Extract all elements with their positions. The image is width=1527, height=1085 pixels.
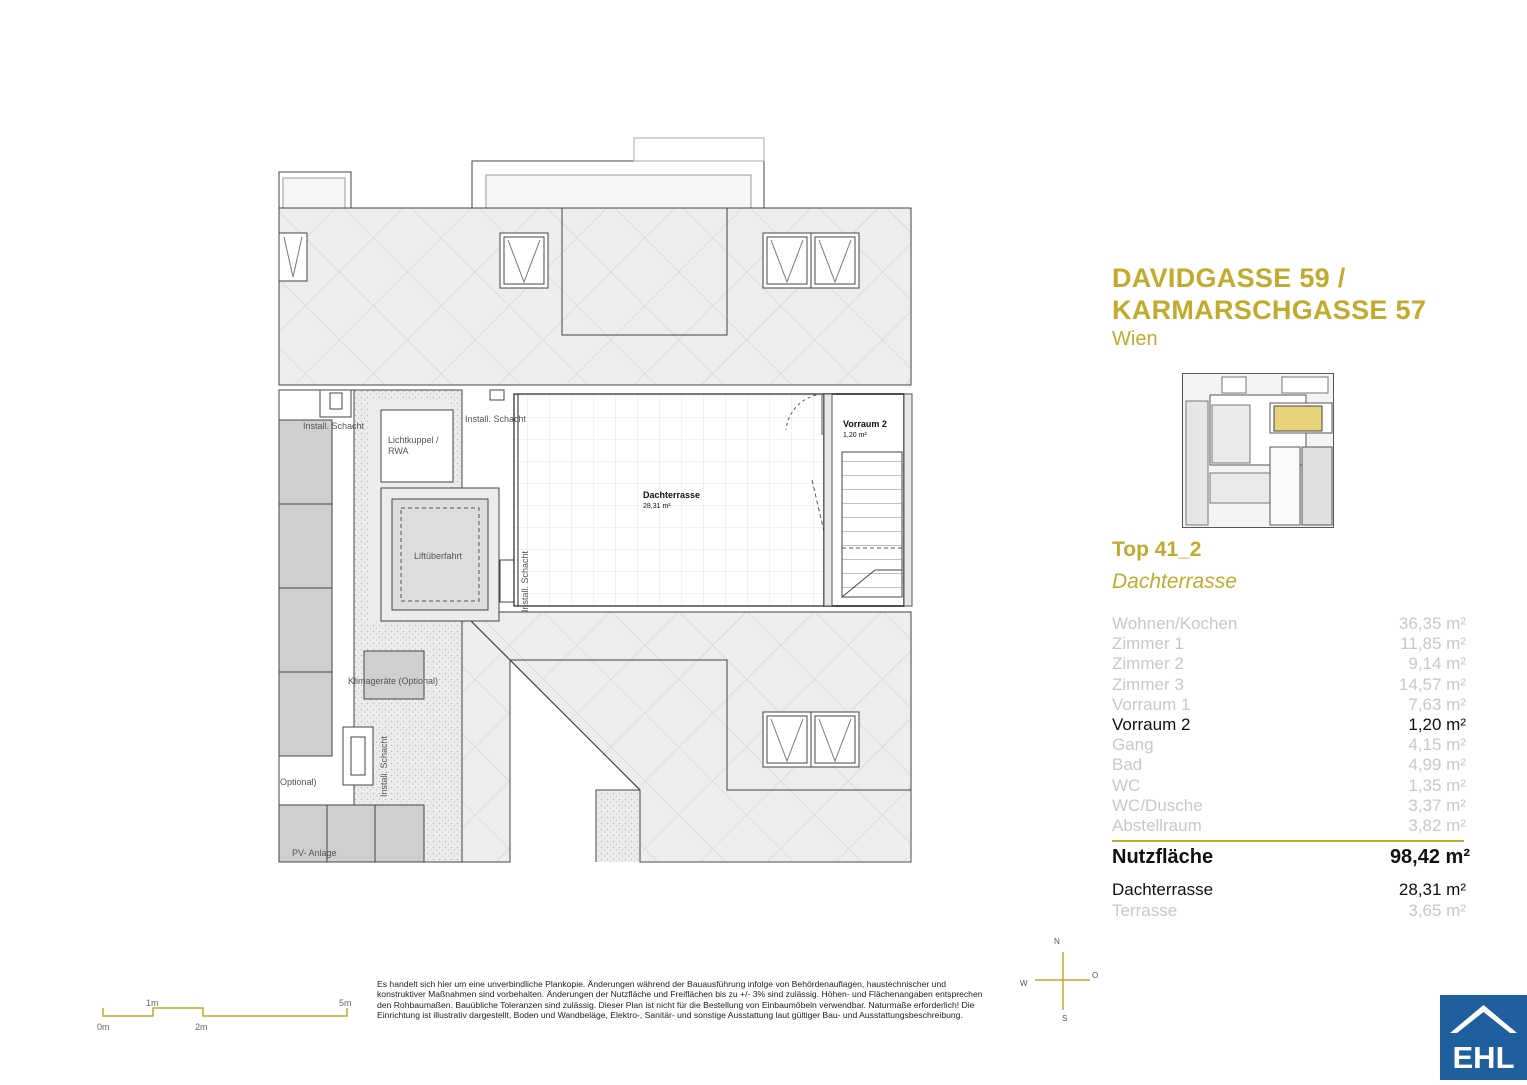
dachterrasse-area-label: 28,31 m² bbox=[643, 503, 671, 510]
install-schacht-label: Install. Schacht bbox=[379, 735, 389, 797]
room-area: 9,14 m² bbox=[1408, 654, 1466, 674]
key-plan-thumbnail bbox=[1182, 373, 1334, 528]
room-row bbox=[1112, 816, 1466, 836]
room-name: Zimmer 1 bbox=[1112, 634, 1184, 654]
outdoor-name: Dachterrasse bbox=[1112, 880, 1214, 899]
total-value: 98,42 m² bbox=[1389, 846, 1470, 868]
room-area: 11,85 m² bbox=[1400, 634, 1466, 654]
room-row bbox=[1112, 776, 1466, 796]
ehl-logo bbox=[1440, 995, 1527, 1080]
top-parapets bbox=[279, 138, 764, 208]
scale-bar bbox=[97, 998, 352, 1032]
room-row bbox=[1112, 614, 1466, 634]
divider bbox=[1112, 840, 1464, 842]
scale-2m: 2m bbox=[195, 1022, 208, 1032]
room-row bbox=[1112, 796, 1466, 816]
compass-w: W bbox=[1020, 979, 1028, 988]
dachterrasse-area bbox=[514, 394, 830, 606]
rwa-label: RWA bbox=[388, 446, 409, 456]
klimageraete-label: Klimageräte (Optional) bbox=[348, 676, 439, 686]
vorraum2-label: Vorraum 2 bbox=[843, 419, 887, 429]
liftueberfahrt-label: Liftüberfahrt bbox=[414, 551, 463, 561]
roof-window-icon bbox=[763, 712, 859, 767]
room-list bbox=[1112, 614, 1466, 836]
unit-name: Top 41_2 bbox=[1112, 538, 1202, 561]
room-name: Bad bbox=[1112, 755, 1143, 775]
outdoor-list bbox=[1112, 880, 1466, 922]
room-row-highlighted bbox=[1112, 715, 1466, 735]
room-name: Abstellraum bbox=[1112, 815, 1202, 835]
room-name: Zimmer 2 bbox=[1112, 654, 1184, 674]
room-name: WC bbox=[1112, 775, 1141, 795]
dachterrasse-label: Dachterrasse bbox=[643, 490, 701, 500]
project-city: Wien bbox=[1112, 328, 1158, 350]
install-schacht-label: Install. Schacht bbox=[303, 421, 365, 431]
room-name: Wohnen/Kochen bbox=[1112, 614, 1238, 633]
room-row bbox=[1112, 675, 1466, 695]
room-area: 14,57 m² bbox=[1398, 674, 1466, 694]
room-row bbox=[1112, 735, 1466, 755]
outdoor-area: 3,65 m² bbox=[1408, 901, 1466, 920]
project-title-line1: DAVIDGASSE 59 / bbox=[1112, 263, 1346, 293]
vorraum2-area-label: 1,20 m² bbox=[843, 432, 867, 439]
total-label: Nutzfläche bbox=[1112, 846, 1214, 868]
room-name: Zimmer 3 bbox=[1112, 674, 1184, 694]
room-row bbox=[1112, 634, 1466, 654]
outdoor-row bbox=[1112, 901, 1466, 922]
install-schacht-label: Install. Schacht bbox=[520, 550, 530, 612]
outdoor-name: Terrasse bbox=[1112, 901, 1178, 920]
total-row bbox=[1112, 846, 1470, 869]
project-title-line2: KARMARSCHGASSE 57 bbox=[1112, 295, 1427, 325]
room-name: Vorraum 2 bbox=[1112, 714, 1191, 734]
optional-label: Optional) bbox=[280, 777, 317, 787]
compass-o: O bbox=[1092, 971, 1099, 980]
scale-5m: 5m bbox=[339, 998, 352, 1008]
scale-1m: 1m bbox=[146, 998, 159, 1008]
room-area: 36,35 m² bbox=[1398, 614, 1466, 633]
outdoor-row bbox=[1112, 880, 1466, 901]
room-row bbox=[1112, 654, 1466, 674]
disclaimer-text: Es handelt sich hier um eine unverbindliche Plankopie. Änderungen während der Bauausführung infolge von Behördenauflagen, haustechnischer und konstruktiver Maßnahmen sind vorbehalten. Änderungen der Nutzfläche und Freiflächen bis zu +/- 3% sind zulässig. Höhen- und Flächenangaben entsprechen den Rohbaumaßen. Bauübliche Toleranzen sind zulässig. Dieser Plan ist nicht für die Bestellung von Einbaumöbeln verwendbar. Naturmaße erforderlich! Die Einrichtung ist illustrativ dargestellt, Boden und Wandbeläge, Elektro-, Sanitär- und sonstige Ausstattung laut gültiger Bau- und Ausstattungsbeschreibung. bbox=[377, 979, 983, 1021]
room-row bbox=[1112, 695, 1466, 715]
lichtkuppel-label: Lichtkuppel / bbox=[388, 435, 439, 445]
room-area: 4,15 m² bbox=[1408, 735, 1466, 755]
room-area: 4,99 m² bbox=[1408, 755, 1466, 775]
room-row bbox=[1112, 755, 1466, 775]
outdoor-area: 28,31 m² bbox=[1398, 880, 1466, 899]
room-name: Vorraum 1 bbox=[1112, 694, 1191, 714]
logo-text: EHL bbox=[1452, 1040, 1515, 1075]
pv-anlage-label: PV- Anlage bbox=[292, 848, 337, 858]
room-area: 1,20 m² bbox=[1408, 714, 1466, 734]
compass-icon bbox=[1020, 937, 1098, 1023]
scale-0m: 0m bbox=[97, 1022, 110, 1032]
room-name: WC/Dusche bbox=[1112, 795, 1203, 815]
compass-s: S bbox=[1062, 1014, 1068, 1023]
room-area: 1,35 m² bbox=[1408, 775, 1466, 795]
room-area: 7,63 m² bbox=[1408, 694, 1466, 714]
room-area: 3,37 m² bbox=[1408, 795, 1466, 815]
compass-n: N bbox=[1054, 937, 1060, 946]
house-logo-icon bbox=[1440, 995, 1527, 1080]
install-schacht-label: Install. Schacht bbox=[465, 414, 527, 424]
room-name: Gang bbox=[1112, 735, 1154, 755]
unit-subtitle: Dachterrasse bbox=[1112, 570, 1237, 593]
room-area: 3,82 m² bbox=[1408, 815, 1466, 835]
project-title bbox=[1112, 262, 1426, 326]
